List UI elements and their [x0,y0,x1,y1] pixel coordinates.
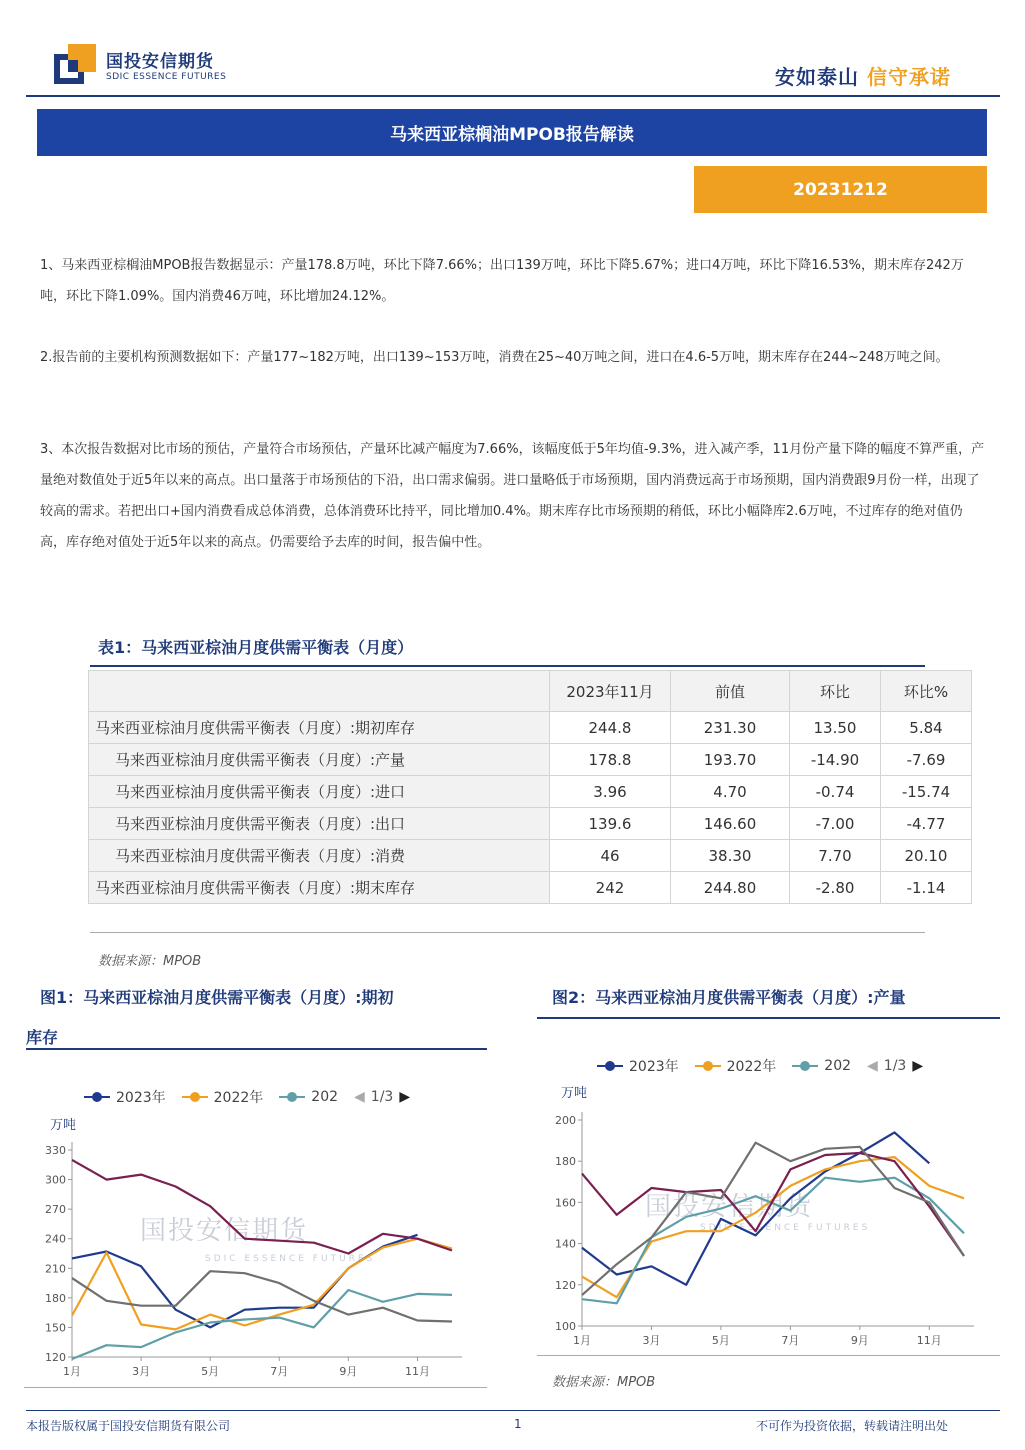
legend-label: 2023年 [629,1059,679,1075]
cell-previous: 38.30 [671,840,790,872]
figure-2-bottom-divider [537,1355,1000,1356]
y-tick-label: 270 [45,1203,66,1217]
y-tick-label: 160 [555,1196,576,1210]
table-row [89,808,972,840]
table-header-previous: 前值 [671,671,790,712]
table-header-mom: 环比 [790,671,881,712]
report-date: 20231212 [694,166,987,213]
cell-previous: 193.70 [671,744,790,776]
x-tick-label: 11月 [916,1334,942,1347]
row-label: 马来西亚棕油月度供需平衡表（月度）:进口 [89,776,550,808]
y-tick-label: 210 [45,1262,66,1276]
cell-previous: 231.30 [671,712,790,744]
table-title-divider [90,665,925,667]
cell-mom: -14.90 [790,744,881,776]
y-tick-label: 120 [45,1351,66,1364]
series-line-3 [72,1160,452,1254]
header-divider [26,95,1000,97]
cell-current: 244.8 [550,712,671,744]
y-tick-label: 200 [555,1114,576,1127]
cell-mom-pct: -15.74 [881,776,972,808]
cell-mom: -7.00 [790,808,881,840]
cell-current: 46 [550,840,671,872]
footer-disclaimer: 不可作为投资依据，转载请注明出处 [756,1419,949,1433]
legend-swatch [695,1061,721,1071]
cell-previous: 244.80 [671,872,790,904]
x-tick-label: 9月 [339,1365,358,1378]
footer-copyright: 本报告版权属于国投安信期货有限公司 [26,1419,231,1433]
figure-2-chart [550,1108,990,1353]
figure-1-legend [84,1087,410,1107]
figure-2-source: 数据来源：MPOB [552,1375,656,1390]
legend-next-icon[interactable]: ▶ [912,1058,924,1074]
cell-previous: 4.70 [671,776,790,808]
y-tick-label: 180 [555,1155,576,1169]
cell-mom-pct: 20.10 [881,840,972,872]
supply-demand-table [88,670,972,904]
figure-2-unit: 万吨 [561,1086,588,1101]
slogan-part-2: 信守承诺 [866,65,951,89]
table-row [89,776,972,808]
legend-label: 202 [824,1058,852,1074]
legend-swatch [792,1061,818,1071]
legend-pager: 1/3 [883,1058,907,1074]
x-tick-label: 1月 [573,1334,591,1347]
y-tick-label: 330 [45,1144,66,1157]
figure-1-title-line-2: 库存 [26,1028,59,1047]
cell-mom-pct: -4.77 [881,808,972,840]
figure-2-watermark: 国投安信期货 [645,1192,814,1222]
legend-swatch [279,1092,305,1102]
x-tick-label: 1月 [63,1365,81,1378]
legend-item-2023[interactable] [84,1087,166,1107]
legend-label: 2023年 [116,1090,166,1106]
figure-1-bottom-divider [24,1387,487,1388]
figure-2-divider [537,1017,1000,1019]
y-tick-label: 300 [45,1173,66,1187]
footer-page-number: 1 [514,1417,522,1431]
y-tick-label: 100 [555,1320,576,1333]
legend-pager: 1/3 [370,1089,394,1105]
table-row [89,872,972,904]
series-line-4 [582,1143,964,1295]
x-tick-label: 5月 [711,1334,730,1347]
footer-divider [26,1410,1000,1411]
paragraph-3: 3、本次报告数据对比市场的预估，产量符合市场预估，产量环比减产幅度为7.66%，该幅度低于5年均值-9.3%，进入减产季，11月份产量下降的幅度不算严重，产量绝对数值处于近5年以来的高点。出口量落于市场预估的下沿，出口需求偏弱。进口量略低于市场预期，国内消费远高于市场预期，国内消费跟9月份一样，出现了较高的需求。若把出口+国内消费看成总体消费，总体消费环比持平，同比增加0.4%。期末库存比市场预期的稍低，环比小幅降库2.6万吨，不过库存的绝对值仍高，库存绝对值处于近5年以来的高点。仍需要给予去库的时间，报告偏中性。 [40,442,985,550]
legend-item-2022[interactable] [695,1056,777,1076]
cell-mom-pct: 5.84 [881,712,972,744]
row-label: 马来西亚棕油月度供需平衡表（月度）:出口 [89,808,550,840]
table-header-current: 2023年11月 [550,671,671,712]
figure-2-title: 图2：马来西亚棕油月度供需平衡表（月度）:产量 [552,988,906,1007]
table-source: 数据来源：MPOB [98,954,202,969]
cell-mom: -2.80 [790,872,881,904]
y-tick-label: 120 [555,1278,576,1292]
paragraph-1: 1、马来西亚棕榈油MPOB报告数据显示：产量178.8万吨，环比下降7.66%；出口139万吨，环比下降5.67%；进口4万吨，环比下降16.53%，期末库存242万吨，环比下降1.09%。国内消费46万吨，环比增加24.12%。 [40,258,964,304]
table-header-mom-pct: 环比% [881,671,972,712]
figure-1-title [26,978,490,1058]
company-logo-icon [54,44,96,86]
paragraph-2: 2.报告前的主要机构预测数据如下：产量177~182万吨，出口139~153万吨，消费在25~40万吨之间，进口在4.6-5万吨，期末库存在244~248万吨之间。 [40,350,949,365]
series-line-0 [72,1235,418,1328]
x-tick-label: 3月 [132,1365,151,1378]
table-row [89,840,972,872]
cell-mom-pct: -1.14 [881,872,972,904]
figure-1-divider [26,1048,487,1050]
cell-mom: 13.50 [790,712,881,744]
x-tick-label: 11月 [404,1365,430,1378]
figure-1-title-line-1: 图1：马来西亚棕油月度供需平衡表（月度）:期初 [40,988,394,1007]
table-row [89,712,972,744]
series-line-4 [72,1271,452,1321]
x-tick-label: 9月 [850,1334,869,1347]
cell-mom: 7.70 [790,840,881,872]
logo-text: 国投安信期货 [106,52,214,72]
series-line-0 [582,1132,929,1284]
table-header-label [89,671,550,712]
figure-1-chart [40,1135,480,1385]
cell-previous: 146.60 [671,808,790,840]
legend-label: 202 [311,1089,339,1105]
cell-mom: -0.74 [790,776,881,808]
row-label: 马来西亚棕油月度供需平衡表（月度）:期初库存 [89,712,550,744]
legend-item-2022[interactable] [182,1087,264,1107]
table-row [89,744,972,776]
legend-next-icon[interactable]: ▶ [399,1089,411,1105]
legend-swatch [84,1092,110,1102]
y-tick-label: 150 [45,1321,66,1335]
legend-label: 2022年 [726,1059,777,1075]
figure-1-watermark: 国投安信期货 [140,1216,309,1246]
cell-current: 3.96 [550,776,671,808]
legend-label: 2022年 [213,1090,264,1106]
figure-2-legend [597,1056,923,1076]
row-label: 马来西亚棕油月度供需平衡表（月度）:期末库存 [89,872,550,904]
legend-item-202x[interactable] [792,1058,851,1074]
x-tick-label: 7月 [270,1365,289,1378]
legend-swatch [182,1092,208,1102]
x-tick-label: 5月 [201,1365,220,1378]
figure-1-watermark-en: SDIC ESSENCE FUTURES [205,1254,376,1264]
x-tick-label: 7月 [781,1334,800,1347]
y-tick-label: 180 [45,1291,66,1305]
x-tick-label: 3月 [642,1334,661,1347]
cell-mom-pct: -7.69 [881,744,972,776]
slogan [775,61,951,90]
legend-prev-icon[interactable]: ◀ [354,1089,365,1105]
row-label: 马来西亚棕油月度供需平衡表（月度）:消费 [89,840,550,872]
slogan-part-1: 安如泰山 [775,65,859,89]
table-header-row [89,671,972,712]
cell-current: 242 [550,872,671,904]
legend-item-202x[interactable] [279,1089,338,1105]
table-bottom-divider [90,932,925,933]
y-tick-label: 140 [555,1237,576,1251]
legend-prev-icon[interactable]: ◀ [867,1058,878,1074]
series-line-1 [72,1239,452,1330]
figure-1-unit: 万吨 [50,1118,77,1133]
table-title: 表1：马来西亚棕油月度供需平衡表（月度） [98,638,414,657]
row-label: 马来西亚棕油月度供需平衡表（月度）:产量 [89,744,550,776]
cell-current: 139.6 [550,808,671,840]
legend-swatch [597,1061,623,1071]
y-tick-label: 240 [45,1232,66,1246]
report-title: 马来西亚棕榈油MPOB报告解读 [37,109,987,156]
legend-item-2023[interactable] [597,1056,679,1076]
figure-2-watermark-en: SDIC ESSENCE FUTURES [700,1223,871,1233]
cell-current: 178.8 [550,744,671,776]
logo-subtext: SDIC ESSENCE FUTURES [106,72,227,82]
